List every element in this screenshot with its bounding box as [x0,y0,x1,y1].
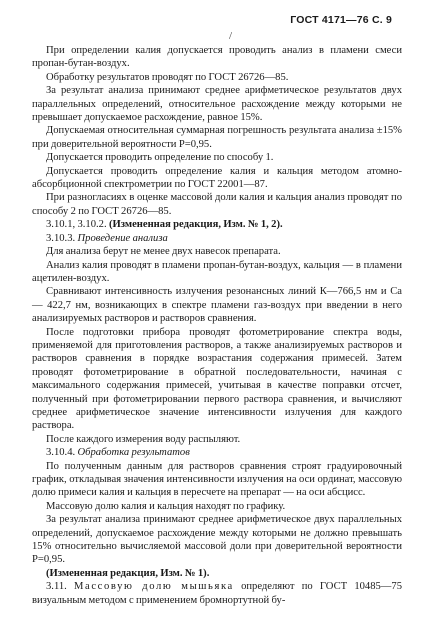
paragraph: Массовую долю калия и кальция находят по графику. [46,500,286,512]
paragraph: Допускаемая относительная суммарная погрешность результата анализа ±15% при доверительной вероятности P=0,95. [32,125,402,150]
paragraph: После каждого измерения воду распыляют. [46,433,241,445]
paragraph: Анализ калия проводят в пламени пропан-бутан-воздух, кальция — в пламени ацетилен-воздух. [32,259,402,284]
amendment-paragraph [32,218,402,231]
margin-mark: / [229,30,233,42]
paragraph: За результат анализа принимают среднее арифметическое двух параллельных определений, допускаемое расхождение между которыми не должно превышать 15% относительно вычисляемой массовой доли при доверительной вероятности P=0,95. [32,514,402,566]
section-heading [32,446,402,459]
paragraph [32,580,402,607]
paragraph: За результат анализа принимают среднее арифметическое результатов двух параллельных определений, относительное расхождение между которыми не превышает допускаемое расхождение, равное 15%. [32,85,402,124]
paragraph: Допускается проводить определение по способу 1. [46,152,274,164]
section-heading [32,232,402,245]
section-number: 3.10.1, 3.10.2. [46,219,107,231]
document-body [32,44,402,607]
section-number: 3.11. [46,581,67,593]
section-title: Проведение анализа [77,232,168,244]
amendment-note: (Измененная редакция, Изм. № 1). [46,567,210,579]
paragraph: Сравнивают интенсивность излучения резонансных линий К—766,5 нм и Са — 422,7 нм, возникающих в спектре пламени газ-воздух при введении в него анализируемых растворов и растворов сравнения. [32,286,402,325]
paragraph: При определении калия допускается проводить анализ в пламени смеси пропан-бутан-воздух. [32,45,402,70]
paragraph-text: определяют по ГОСТ 10485—75 визуальным методом с применением бромнортутной бу- [32,581,402,606]
paragraph: Обработку результатов проводят по ГОСТ 26726—85. [46,71,289,83]
section-number: 3.10.3. [46,232,76,244]
section-number: 3.10.4. [46,447,76,459]
amendment-paragraph [32,567,402,580]
spaced-term: Массовую долю мышьяка [74,581,234,593]
section-title: Обработка результатов [77,447,190,459]
paragraph: После подготовки прибора проводят фотометрирование спектра воды, применяемой для приготовления растворов, а также анализируемых растворов и растворов сравнения в порядке возрастания содержания примесей. Затем проводят фотометрирование в обратной последовательности, начиная с максимального содержания примесей, учитывая в качестве поправки отсчет, полученный при фотометрировании первого раствора сравнения, и вычисляют среднее арифметическое значение интенсивности излучения для каждого раствора. [32,326,402,432]
paragraph: Для анализа берут не менее двух навесок препарата. [46,246,281,258]
paragraph: По полученным данным для растворов сравнения строят градуировочный график, откладывая значения интенсивности излучения на оси ординат, массовую долю примеси калия и кальция в пересчете на препарат — на оси абсцисс. [32,460,402,499]
amendment-note: (Измененная редакция, Изм. № 1, 2). [108,219,283,231]
paragraph: Допускается проводить определение калия и кальция методом атомно-абсорбционной спектрометрии по ГОСТ 22001—87. [32,165,402,191]
page-header [290,0,392,26]
paragraph: При разногласиях в оценке массовой доли калия и кальция анализ проводят по способу 2 по ГОСТ 26726—85. [32,192,402,217]
standard-page-number: ГОСТ 4171—76 С. 9 [290,14,392,26]
